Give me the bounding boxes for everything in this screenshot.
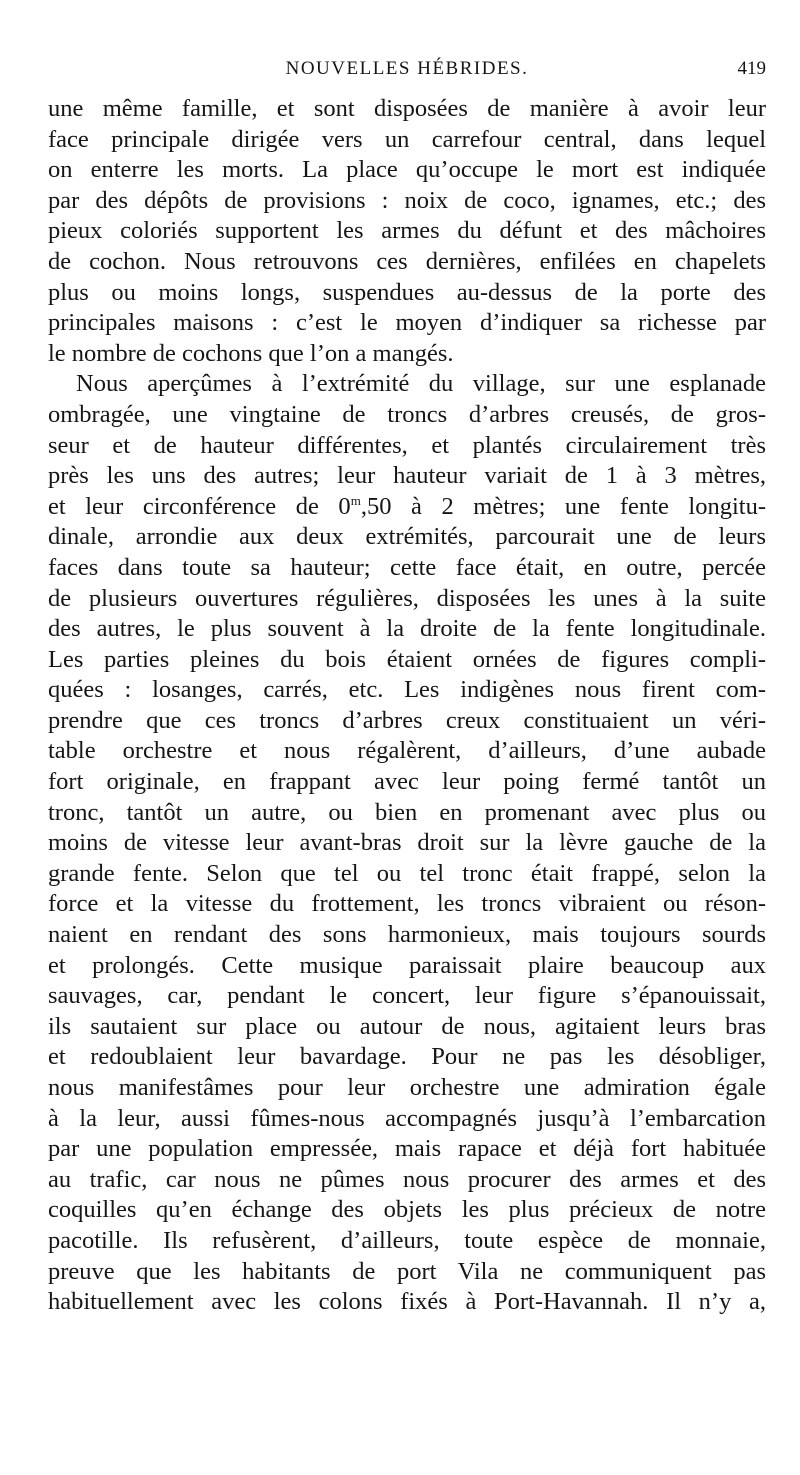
- text-line: pacotille. Ils refusèrent, d’ailleurs, toute espèce de monnaie,: [48, 1226, 766, 1254]
- text-line: par des dépôts de provisions : noix de coco, ignames, etc.; des: [48, 186, 766, 214]
- text-line: tronc, tantôt un autre, ou bien en promenant avec plus ou: [48, 798, 766, 826]
- body-text: [48, 94, 766, 1318]
- text-line: Les parties pleines du bois étaient ornées de figures compli-: [48, 645, 766, 673]
- text-line: naient en rendant des sons harmonieux, mais toujours sourds: [48, 921, 766, 949]
- text-line: de plusieurs ouvertures régulières, disposées les unes à la suite: [48, 584, 766, 612]
- text-line: grande fente. Selon que tel ou tel tronc était frappé, selon la: [48, 859, 766, 887]
- text-line: par une population empressée, mais rapace et déjà fort habituée: [48, 1135, 766, 1163]
- page-number: 419: [737, 58, 766, 79]
- text-line: preuve que les habitants de port Vila ne communiquent pas: [48, 1257, 766, 1285]
- text-line: habituellement avec les colons fixés à Port-Havannah. Il n’y a,: [48, 1288, 766, 1316]
- text-line: ils sautaient sur place ou autour de nous, agitaient leurs bras: [48, 1012, 766, 1040]
- text-line: nous manifestâmes pour leur orchestre une admiration égale: [48, 1074, 766, 1101]
- text-line: dinale, arrondie aux deux extrémités, parcourait une de leurs: [48, 523, 766, 551]
- text-line: près les uns des autres; leur hauteur variait de 1 à 3 mètres,: [48, 462, 766, 490]
- text-line: ombragée, une vingtaine de troncs d’arbres creusés, de gros-: [48, 400, 766, 428]
- text-line: face principale dirigée vers un carrefour central, dans lequel: [48, 125, 766, 153]
- text-line: prendre que ces troncs d’arbres creux constituaient un véri-: [48, 706, 766, 734]
- text-line: moins de vitesse leur avant-bras droit sur la lèvre gauche de la: [48, 829, 766, 857]
- running-title: NOUVELLES HÉBRIDES.: [285, 58, 529, 79]
- text-line-paragraph-end: le nombre de cochons que l’on a mangés.: [48, 339, 454, 367]
- text-line: table orchestre et nous régalèrent, d’ailleurs, d’une aubade: [48, 737, 766, 765]
- text-line: au trafic, car nous ne pûmes nous procurer des armes et des: [48, 1165, 766, 1193]
- text-line: coquilles qu’en échange des objets les plus précieux de notre: [48, 1196, 766, 1224]
- text-line: principales maisons : c’est le moyen d’indiquer sa richesse par: [48, 309, 766, 337]
- text-line: de cochon. Nous retrouvons ces dernières, enfilées en chapelets: [48, 247, 766, 275]
- text-line: faces dans toute sa hauteur; cette face était, en outre, percée: [48, 553, 766, 581]
- text-line: on enterre les morts. La place qu’occupe le mort est indiquée: [48, 156, 766, 184]
- text-line: à la leur, aussi fûmes-nous accompagnés jusqu’à l’embarcation: [48, 1104, 766, 1132]
- text-line: fort originale, en frappant avec leur poing fermé tantôt un: [48, 768, 766, 796]
- page-header: [48, 52, 766, 86]
- text-line: quées : losanges, carrés, etc. Les indigènes nous firent com-: [48, 676, 766, 704]
- text-line: seur et de hauteur différentes, et plantés circulairement très: [48, 431, 766, 459]
- unit-superscript: m: [350, 492, 361, 508]
- text-line: et redoublaient leur bavardage. Pour ne pas les désobliger,: [48, 1043, 766, 1071]
- text-line: force et la vitesse du frottement, les troncs vibraient ou réson-: [48, 890, 766, 918]
- text-line-paragraph-start: Nous aperçûmes à l’extrémité du village, sur une esplanade: [76, 370, 766, 398]
- measurement-lead: et leur circonférence de 0: [48, 492, 351, 520]
- text-line: une même famille, et sont disposées de manière à avoir leur: [48, 95, 766, 122]
- text-line: des autres, le plus souvent à la droite de la fente longitudinale.: [48, 615, 766, 643]
- text-line: pieux coloriés supportent les armes du défunt et des mâchoires: [48, 217, 766, 245]
- text-line: et prolongés. Cette musique paraissait plaire beaucoup aux: [48, 951, 766, 979]
- measurement-rest: ,50 à 2 mètres; une fente longitu-: [360, 492, 766, 520]
- text-line-measurement: [48, 492, 766, 523]
- text-line: sauvages, car, pendant le concert, leur figure s’épanouissait,: [48, 982, 766, 1010]
- text-line: plus ou moins longs, suspendues au-dessus de la porte des: [48, 278, 766, 306]
